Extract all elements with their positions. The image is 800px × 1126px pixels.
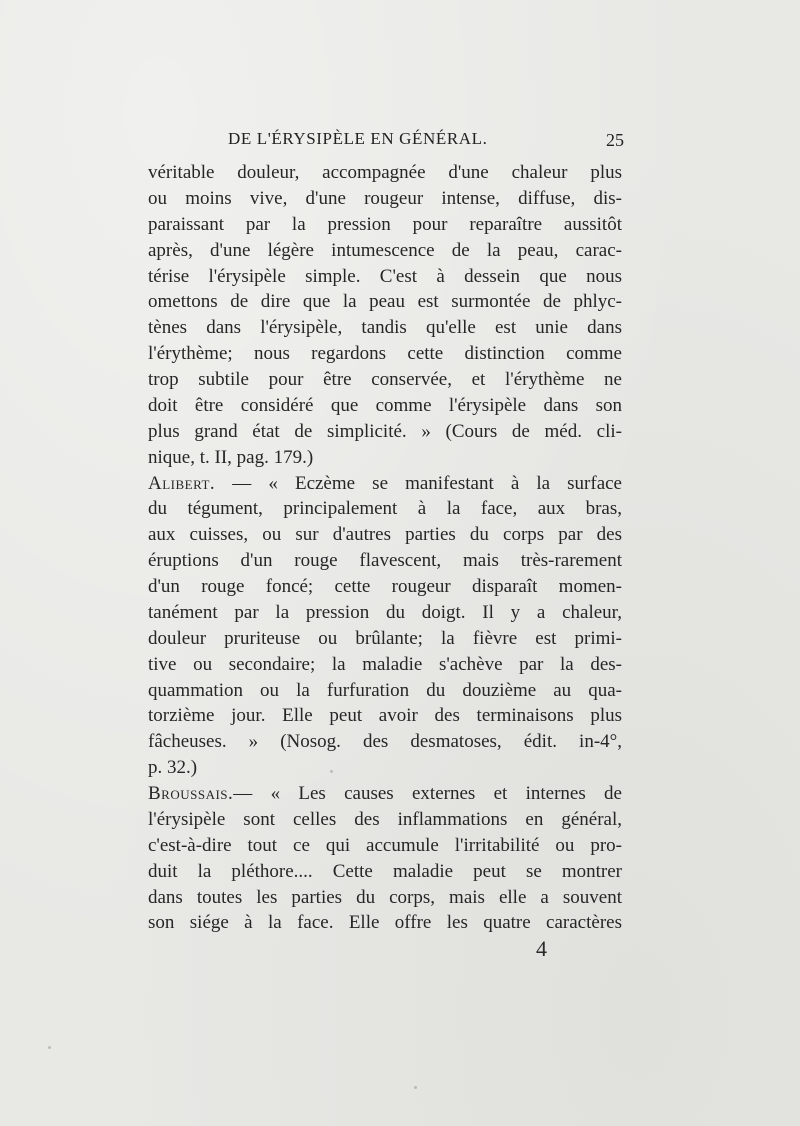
text-line: quammation ou la furfuration du douzième au qua- [148,679,622,701]
text-line: aux cuisses, ou sur d'autres parties du corps par des [148,524,622,546]
paper-speck [414,1086,417,1089]
paper-speck [330,770,333,773]
text-line: torzième jour. Elle peut avoir des terminaisons plus [148,705,622,727]
running-head: DE L'ÉRYSIPÈLE EN GÉNÉRAL. [228,129,488,148]
text-line: c'est-à-dire tout ce qui accumule l'irritabilité ou pro- [148,834,622,856]
text-line: l'érythème; nous regardons cette distinction comme [148,343,622,365]
text-line: du tégument, principalement à la face, aux bras, [148,498,622,520]
body-text [148,160,622,936]
text-line: après, d'une légère intumescence de la peau, carac- [148,239,622,261]
page-number: 25 [606,130,624,150]
paper-speck [48,1046,51,1049]
paper-speck [386,376,389,379]
text-line: doit être considéré que comme l'érysipèle dans son [148,394,622,416]
author-name: Broussais. [148,783,234,804]
text-line: tanément par la pression du doigt. Il y a chaleur, [148,601,622,623]
text-line: d'un rouge foncé; cette rougeur disparaît momen- [148,576,622,597]
text-line: tive ou secondaire; la maladie s'achève par la des- [148,653,622,675]
text-line: p. 32.) [148,757,198,779]
text-line: trop subtile pour être conservée, et l'érythème ne [148,369,622,390]
text-line: fâcheuses. » (Nosog. des desmatoses, édit. in-4°, [148,731,622,753]
text-line: tènes dans l'érysipèle, tandis qu'elle est unie dans [148,317,622,339]
text-line: son siége à la face. Elle offre les quatre caractères [148,912,622,934]
signature-mark: 4 [536,936,547,961]
text-line: douleur pruriteuse ou brûlante; la fièvre est primi- [148,627,622,649]
text-line: duit la pléthore.... Cette maladie peut se montrer [148,860,622,882]
text-line: plus grand état de simplicité. » (Cours de méd. cli- [148,420,622,442]
text-line-broussais: Broussais.— « Les causes externes et internes de [148,783,622,804]
text-line: véritable douleur, accompagnée d'une chaleur plus [148,162,622,183]
text-line: dans toutes les parties du corps, mais elle a souvent [148,886,622,908]
text-line: térise l'érysipèle simple. C'est à dessein que nous [148,265,622,287]
text-line-alibert: Alibert. — « Eczème se manifestant à la surface [148,472,622,494]
text-line: éruptions d'un rouge flavescent, mais très-rarement [148,550,622,572]
text-line: nique, t. II, pag. 179.) [148,446,314,468]
text-line: paraissant par la pression pour reparaître aussitôt [148,213,622,235]
author-name: Alibert. [148,472,216,494]
text-line: omettons de dire que la peau est surmontée de phlyc- [148,291,622,313]
page-header [228,129,628,157]
text-line: ou moins vive, d'une rougeur intense, diffuse, dis- [148,187,622,209]
text-line: l'érysipèle sont celles des inflammations en général, [148,808,622,830]
